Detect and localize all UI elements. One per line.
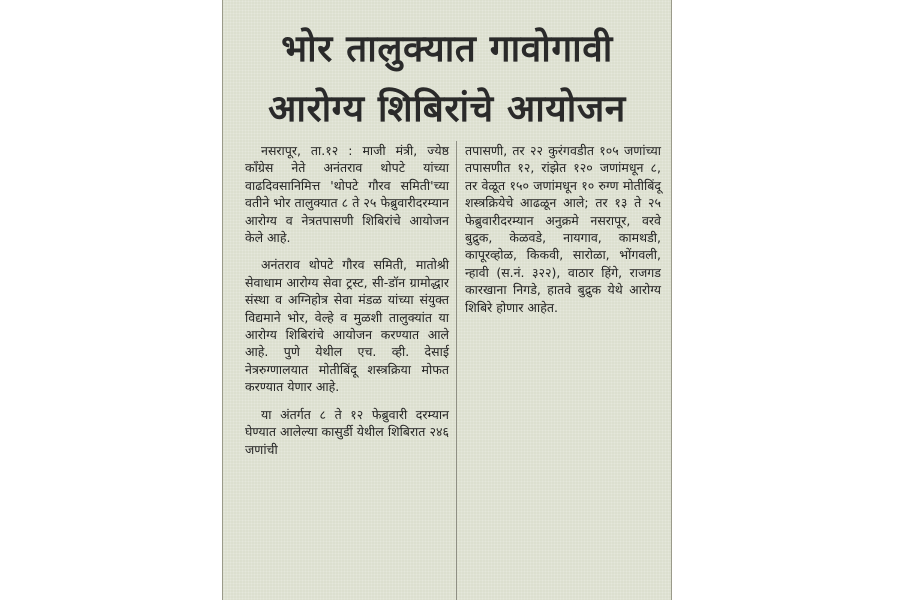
article-paragraph-continued: तपासणी, तर २२ कुरंगवडीत १०५ जणांच्या तपासणीत १२, रांझेत १२० जणांमधून ८, तर वेळूत १५० जणांमधून १० रुग्ण मोतीबिंदू शस्त्रक्रियेचे आढळून आले; तर १३ ते २५ फेब्रुवारीदरम्यान अनुक्रमे नसरापूर, वरवे बुद्रुक, केळवडे, नायगाव, कामथडी, कापूरव्होळ, किकवी, सारोळा, भोंगवली, न्हावी (स.नं. ३२२), वाठार हिंगे, राजगड कारखाना निगडे, हातवे बुद्रुक येथे आरोग्य शिबिरे होणार आहेत.: [465, 143, 661, 315]
article-paragraph-2: अनंतराव थोपटे गौरव समिती, मातोश्री सेवाधाम आरोग्य सेवा ट्रस्ट, सी-डॉन ग्रामोद्धार संस्था व अग्निहोत्र सेवा मंडळ यांच्या संयुक्त विद्यमाने भोर, वेल्हे व मुळशी तालुक्यांत या आरोग्य शिबिरांचे आयोजन करण्यात आले आहे. पुणे येथील एच. व्ही. देसाई नेत्ररुग्णालयात मोतीबिंदू शस्त्रक्रिया मोफत करण्यात येणार आहे.: [245, 257, 449, 395]
headline-line-1: भोर तालुक्यात गावोगावी: [281, 27, 613, 70]
column-divider: [456, 141, 457, 600]
newspaper-clipping: [222, 0, 672, 600]
article-paragraph-1: नसरापूर, ता.१२ : माजी मंत्री, ज्येष्ठ कॉंग्रेस नेते अनंतराव थोपटे यांच्या वाढदिवसानिमित्त 'थोपटे गौरव समिती'च्या वतीने भोर तालुक्यात ८ ते २५ फेब्रुवारीदरम्यान आरोग्य व नेत्रतपासणी शिबिरांचे आयोजन केले आहे.: [245, 143, 449, 246]
article-right-column: [465, 142, 661, 326]
article-left-column: [245, 142, 449, 468]
article-paragraph-3: या अंतर्गत ८ ते १२ फेब्रुवारी दरम्यान घेण्यात आलेल्या कासुर्डी येथील शिबिरात २४६ जणांची: [245, 406, 449, 457]
headline-line-2: आरोग्य शिबिरांचे आयोजन: [268, 87, 626, 130]
